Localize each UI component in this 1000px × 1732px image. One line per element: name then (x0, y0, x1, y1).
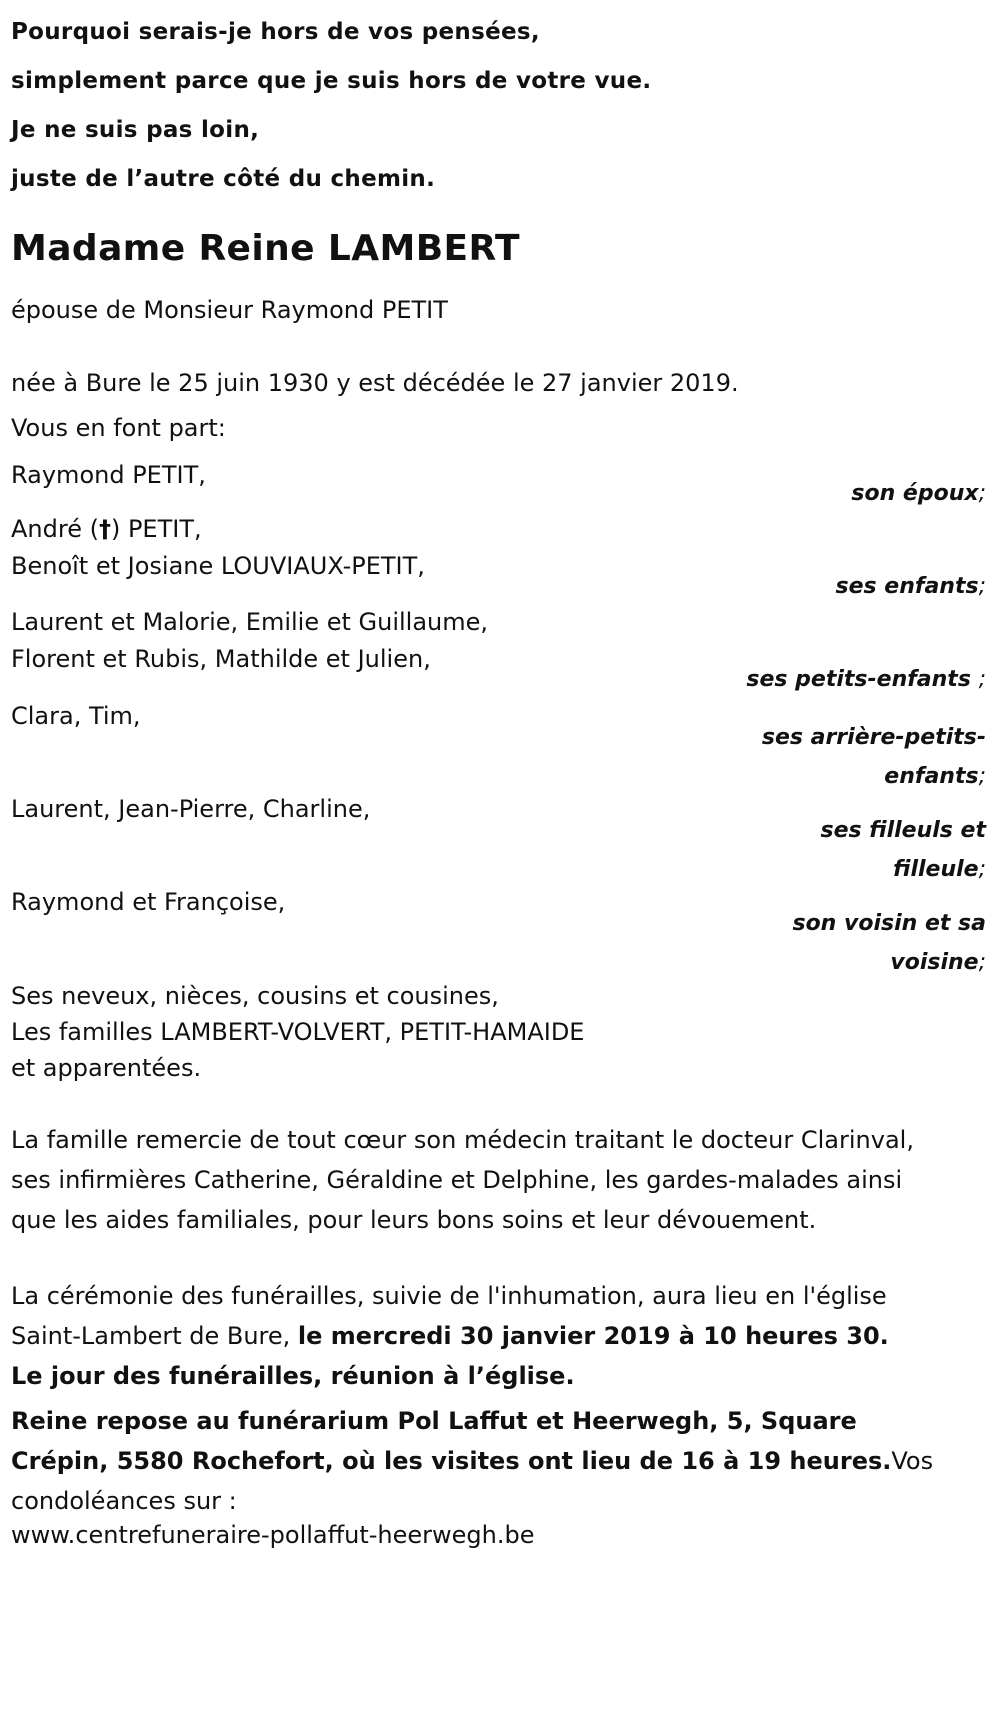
deceased-name: Madame Reine LAMBERT (11, 228, 521, 269)
relation-label (792, 904, 986, 982)
family-name-part: ) PETIT, (110, 515, 202, 543)
thanks-paragraph: La famille remercie de tout cœur son médecin traitant le docteur Clarinval, ses infirmières Catherine, Géraldine et Delphine, les gardes-malades ainsi que les aides familiales, pour leurs bons soins et leur dévouement. (11, 1126, 914, 1234)
meeting-line: Le jour des funérailles, réunion à l’église. (11, 1362, 575, 1390)
poem-line: Je ne suis pas loin, (11, 117, 260, 143)
relation-label (851, 474, 986, 513)
relation-text: ses enfants (835, 574, 979, 599)
family-name: Clara, Tim, (11, 702, 141, 730)
semicolon: ; (978, 950, 986, 975)
relation-text: ses filleuls et (820, 818, 986, 843)
semicolon: ; (978, 764, 986, 789)
relation-text: ses petits-enfants (746, 667, 979, 692)
semicolon: ; (978, 667, 986, 692)
poem-line: simplement parce que je suis hors de votre vue. (11, 68, 652, 94)
relation-text: filleule (893, 857, 979, 882)
family-name: et apparentées. (11, 1054, 202, 1082)
family-name: Laurent et Malorie, Emilie et Guillaume, (11, 608, 489, 636)
condolences-text: Vos condoléances sur : (11, 1447, 934, 1515)
family-name: Ses neveux, nièces, cousins et cousines, (11, 982, 499, 1010)
birth-death-line: née à Bure le 25 juin 1930 y est décédée le 27 janvier 2019. (11, 369, 739, 397)
relation-label (836, 567, 986, 606)
family-name: Raymond PETIT, (11, 461, 206, 489)
semicolon: ; (978, 481, 986, 506)
relation-text: son voisin et sa (792, 911, 986, 936)
relation-text: enfants (884, 764, 979, 789)
funerarium-paragraph (11, 1401, 941, 1521)
semicolon: ; (978, 857, 986, 882)
semicolon: ; (978, 574, 986, 599)
website-link[interactable]: www.centrefuneraire-pollaffut-heerwegh.be (11, 1521, 535, 1549)
ceremony-text: La cérémonie des funérailles, suivie de l'inhumation, aura lieu en l'église Saint-Lambert de Bure, (11, 1282, 887, 1350)
relation-label (746, 660, 986, 699)
spouse-line: épouse de Monsieur Raymond PETIT (11, 296, 448, 324)
poem-line: juste de l’autre côté du chemin. (11, 166, 436, 192)
family-name: Laurent, Jean-Pierre, Charline, (11, 795, 371, 823)
relation-text: ses arrière-petits- (761, 725, 986, 750)
family-name: Florent et Rubis, Mathilde et Julien, (11, 645, 431, 673)
relation-text: son époux (851, 481, 979, 506)
family-name: Raymond et Françoise, (11, 888, 286, 916)
relation-label (821, 811, 986, 889)
cross-icon: † (98, 515, 111, 543)
family-name: Benoît et Josiane LOUVIAUX-PETIT, (11, 552, 425, 580)
family-name (11, 515, 202, 543)
funerarium-text: Reine repose au funérarium Pol Laffut et Heerwegh, 5, Square Crépin, 5580 Rochefort, où les visites ont lieu de 16 à 19 heures. (11, 1407, 892, 1475)
ceremony-date: le mercredi 30 janvier 2019 à 10 heures 30. (297, 1322, 889, 1350)
family-name-part: André ( (11, 515, 99, 543)
poem-line: Pourquoi serais-je hors de vos pensées, (11, 19, 540, 45)
poem (11, 8, 651, 204)
announce-line: Vous en font part: (11, 414, 226, 442)
family-name: Les familles LAMBERT-VOLVERT, PETIT-HAMAIDE (11, 1018, 585, 1046)
relation-text: voisine (890, 950, 979, 975)
relation-label (762, 718, 986, 796)
ceremony-paragraph (11, 1276, 941, 1356)
